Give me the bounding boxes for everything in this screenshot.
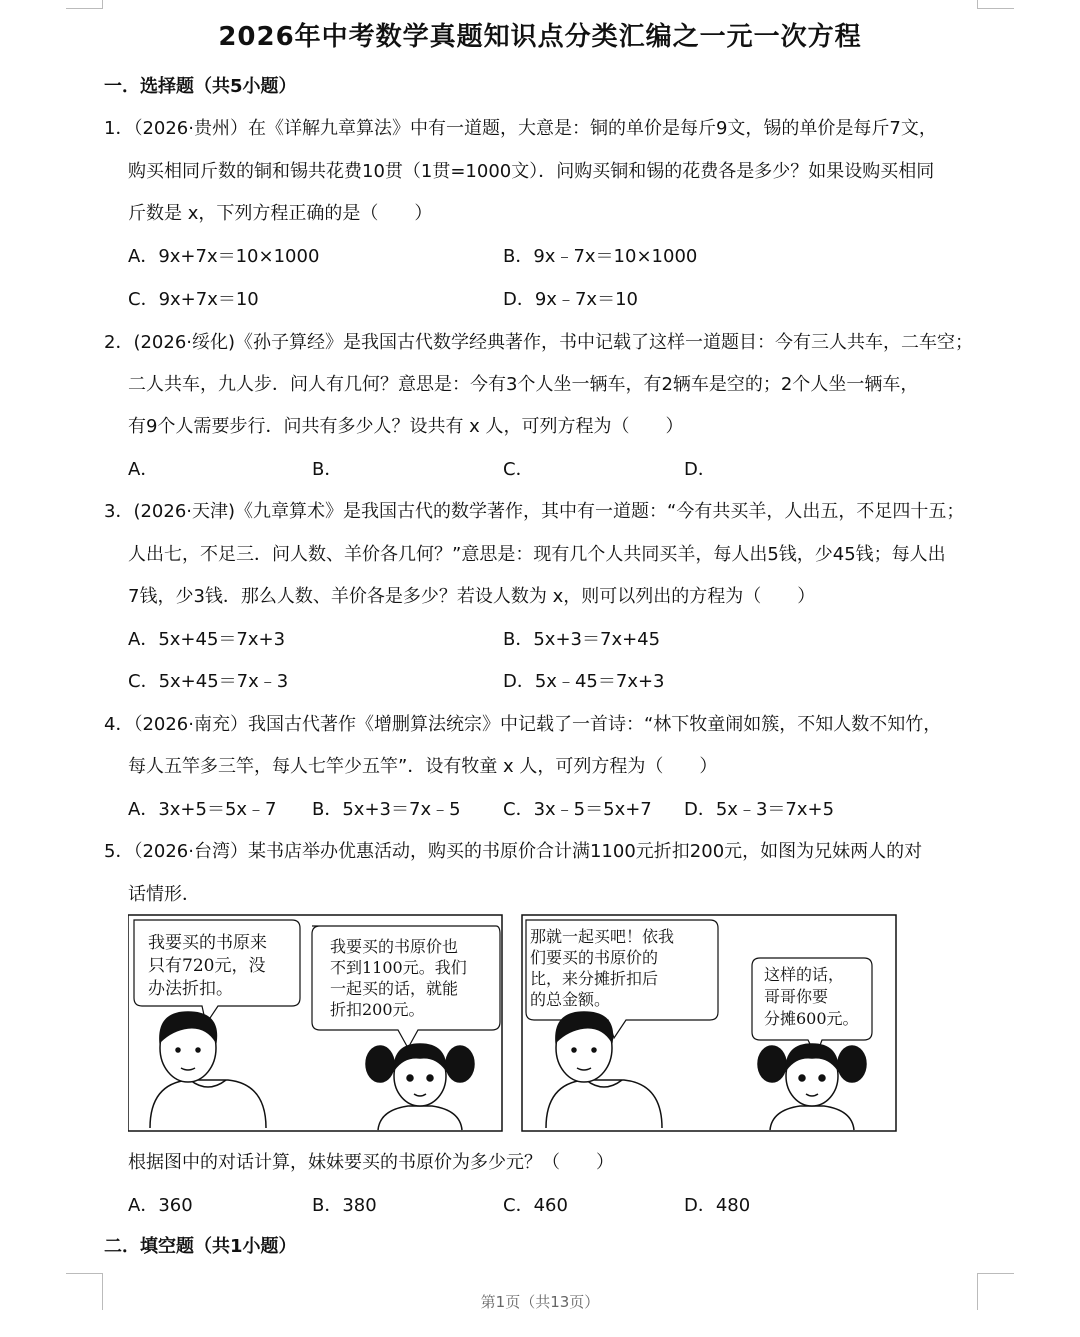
page-title: 2026年中考数学真题知识点分类汇编之一元一次方程 xyxy=(218,22,862,52)
bubble-4-line: 哥哥你要 xyxy=(764,987,829,1006)
question-2-line-2: 二人共车，九人步．问人有几何？意思是：今有3个人坐一辆车，有2辆车是空的；2个人坐一辆车， xyxy=(128,374,919,395)
question-1-line-2: 购买相同斤数的铜和锡共花费10贯（1贯=1000文）．问购买铜和锡的花费各是多少？如果设购买相同 xyxy=(128,161,935,182)
option-c: C．5x+45＝7x﹣3 xyxy=(128,671,289,692)
option-d: D．5x﹣3＝7x+5 xyxy=(684,799,835,820)
crop-mark xyxy=(66,0,103,9)
option-a: A．5x+45＝7x+3 xyxy=(128,629,286,650)
section-heading: 一．选择题（共5小题） xyxy=(104,76,297,97)
option-c: C．3x﹣5＝5x+7 xyxy=(503,799,652,820)
bubble-1-line: 办法折扣。 xyxy=(148,979,233,999)
option-d: D． xyxy=(684,459,716,480)
question-5-line-2: 话情形． xyxy=(128,884,200,905)
option-a: A．9x+7x＝10×1000 xyxy=(128,246,320,267)
question-2-line-3: 有9个人需要步行．问共有多少人？设共有 x 人，可列方程为（ ） xyxy=(128,416,684,437)
bubble-3-line: 们要买的书原价的 xyxy=(530,948,659,967)
option-c: C．460 xyxy=(503,1195,568,1216)
option-b: B．5x+3＝7x﹣5 xyxy=(312,799,461,820)
option-d: D．5x﹣45＝7x+3 xyxy=(503,671,665,692)
question-5-prompt: 根据图中的对话计算，妹妹要买的书原价为多少元？（ ） xyxy=(128,1152,614,1173)
bubble-3-line: 的总金额。 xyxy=(530,990,611,1009)
option-c: C．9x+7x＝10 xyxy=(128,289,259,310)
bubble-2-line: 我要买的书原价也 xyxy=(330,937,459,956)
bubble-1-line: 只有720元，没 xyxy=(148,956,266,976)
bubble-1-line: 我要买的书原来 xyxy=(148,933,267,953)
bubble-2-line: 一起买的话，就能 xyxy=(330,979,459,998)
question-4-line-2: 每人五竿多三竿，每人七竿少五竿”．设有牧童 x 人，可列方程为（ ） xyxy=(128,756,718,777)
option-b: B．5x+3＝7x+45 xyxy=(503,629,661,650)
bubble-4-line: 分摊600元。 xyxy=(764,1009,859,1028)
comic-illustration xyxy=(128,914,898,1134)
question-1-line-1: 1．（2026·贵州）在《详解九章算法》中有一道题，大意是：铜的单价是每斤9文，锡的单价是每斤7文， xyxy=(104,118,937,139)
question-3-line-1: 3．(2026·天津)《九章算术》是我国古代的数学著作，其中有一道题：“今有共买羊，人出五，不足四十五； xyxy=(104,501,965,522)
question-2-line-1: 2．(2026·绥化)《孙子算经》是我国古代数学经典著作，书中记载了这样一道题目：今有三人共车，二车空； xyxy=(104,332,974,353)
option-c: C． xyxy=(503,459,534,480)
option-b: B． xyxy=(312,459,343,480)
speech-bubble-2 xyxy=(312,926,500,1048)
option-a: A．360 xyxy=(128,1195,193,1216)
option-b: B．380 xyxy=(312,1195,377,1216)
option-d: D．9x﹣7x＝10 xyxy=(503,289,638,310)
question-3-line-3: 7钱，少3钱．那么人数、羊价各是多少？若设人数为 x，则可以列出的方程为（ ） xyxy=(128,586,816,607)
bubble-2-line: 不到1100元。我们 xyxy=(330,958,467,977)
bubble-2-line: 折扣200元。 xyxy=(330,1000,425,1019)
question-5-line-1: 5．（2026·台湾）某书店举办优惠活动，购买的书原价合计满1100元折扣200元，如图为兄妹两人的对 xyxy=(104,841,923,862)
speech-bubble-3 xyxy=(526,920,718,1038)
bubble-3-line: 那就一起买吧！依我 xyxy=(530,927,675,946)
option-a: A．3x+5＝5x﹣7 xyxy=(128,799,277,820)
option-b: B．9x﹣7x＝10×1000 xyxy=(503,246,698,267)
bubble-4-line: 这样的话， xyxy=(764,965,845,984)
question-4-line-1: 4．（2026·南充）我国古代著作《增删算法统宗》中记载了一首诗：“林下牧童闹如簇，不知人数不知竹， xyxy=(104,714,942,735)
question-3-line-2: 人出七，不足三．问人数、羊价各几何？”意思是：现有几个人共同买羊，每人出5钱，少45钱；每人出 xyxy=(128,544,946,565)
question-1-line-3: 斤数是 x，下列方程正确的是（ ） xyxy=(128,203,433,224)
option-a: A． xyxy=(128,459,159,480)
page-number: 第1页（共13页） xyxy=(480,1293,600,1311)
crop-mark xyxy=(977,0,1014,9)
bubble-3-line: 比，来分摊折扣后 xyxy=(530,969,659,988)
option-d: D．480 xyxy=(684,1195,751,1216)
section-heading: 二．填空题（共1小题） xyxy=(104,1236,297,1257)
